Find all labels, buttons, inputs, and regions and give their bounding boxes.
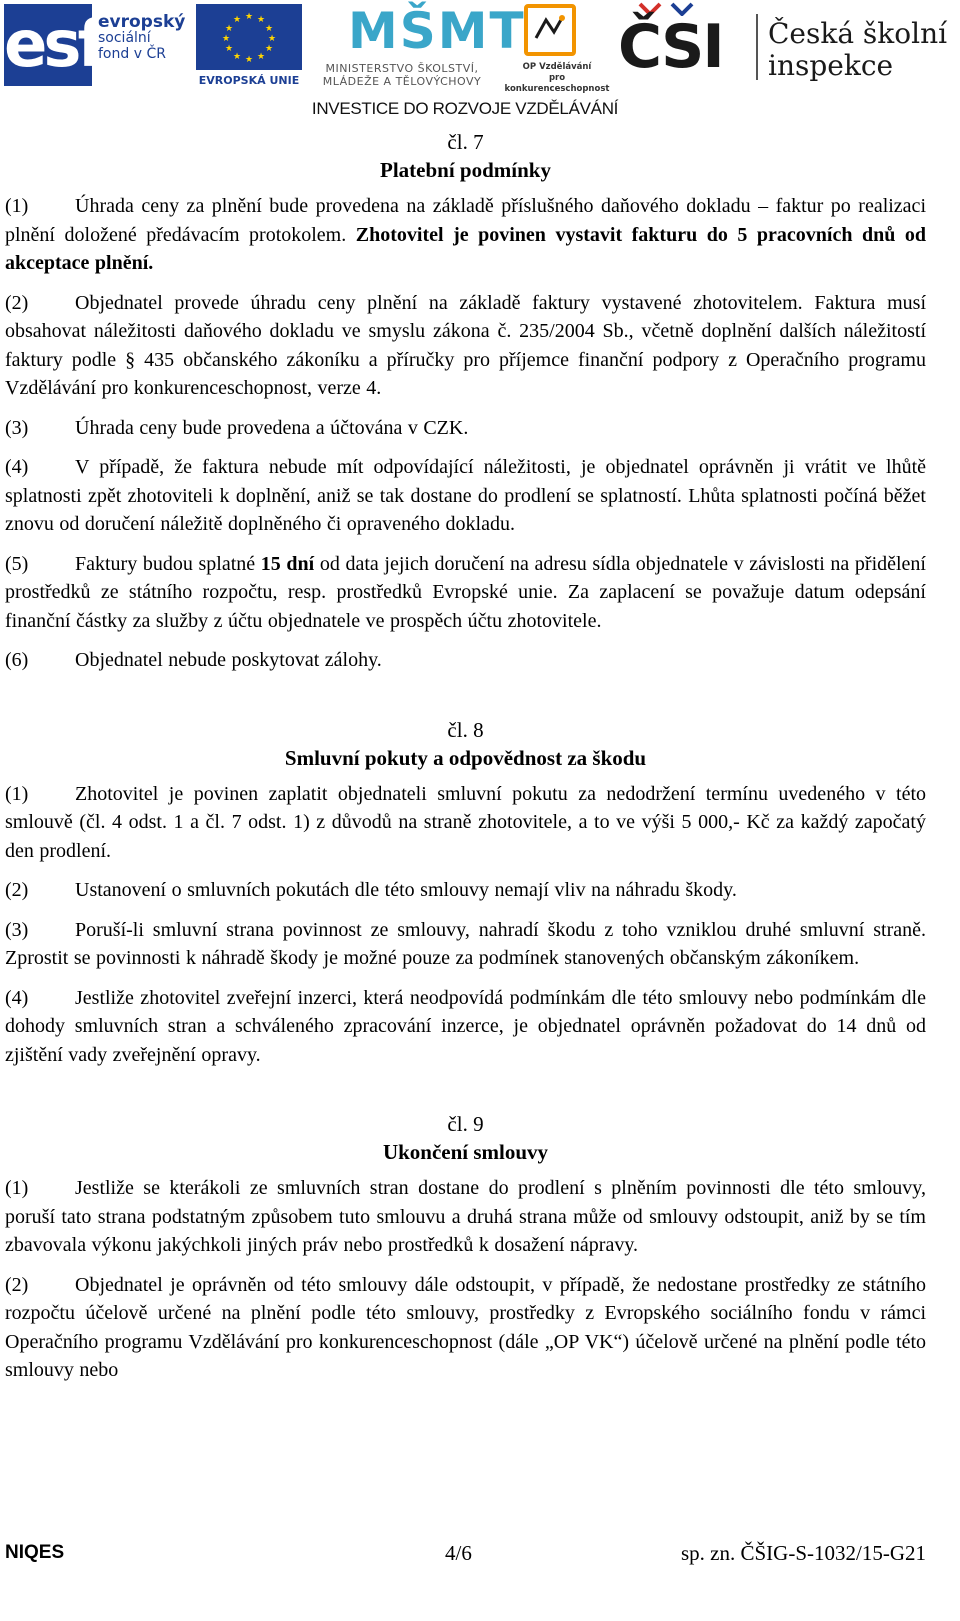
opvk-logo	[502, 4, 612, 92]
paragraph	[5, 192, 926, 278]
opvk-line2: pro konkurenceschopnost	[504, 73, 610, 94]
section-number: čl. 9	[447, 1112, 484, 1136]
paragraph-text: Faktury budou splatné	[75, 552, 261, 575]
svg-text:★: ★	[244, 12, 254, 22]
section-title: Smluvní pokuty a odpovědnost za škodu	[284, 745, 647, 770]
eu-logo	[196, 4, 302, 90]
paragraph-number: (2)	[5, 291, 29, 314]
paragraph-number: (3)	[5, 918, 29, 941]
page-number: 4/6	[445, 1541, 472, 1565]
csi-mark: ČSI	[618, 12, 723, 82]
paragraph-number: (4)	[5, 456, 29, 478]
paragraph-text: Úhrada ceny za plnění bude provedena na základě příslušného daňového dokladu – faktur po realizaci plnění doložené předávacím protokolem.	[5, 195, 926, 246]
paragraph	[5, 916, 926, 973]
paragraph-text: Poruší-li smluvní strana povinnost ze smlouvy, nahradí škodu z toho vzniklou druhé smluvní straně. Zprostit se povinnosti k náhradě škody je možné pouze za podmínek stanovených občanským zákoníkem.	[5, 918, 926, 969]
msmt-mark: MŠMT	[348, 2, 526, 60]
section-cl7	[5, 128, 926, 675]
svg-text:★: ★	[264, 24, 274, 34]
paragraph-number: (4)	[5, 986, 29, 1009]
paragraph	[5, 1271, 926, 1385]
paragraph-number: (6)	[5, 649, 29, 671]
eu-label: EVROPSKÁ UNIE	[198, 74, 300, 87]
paragraph-text: Objednatel provede úhradu ceny plnění na základě faktury vystavené zhotovitelem. Faktura musí obsahovat náležitosti daňového dokladu ve smyslu zákona č. 235/2004 Sb., včetně doplnění dalších náležitostí faktury podle § 435 občanského zákoníku a příručky pro příjemce finanční podpory z Operačního programu Vzdělávání pro konkurenceschopnost, verze 4.	[5, 291, 926, 399]
paragraph-text: Zhotovitel je povinen zaplatit objednateli smluvní pokutu za nedodržení termínu uvedeného v této smlouvě (čl. 4 odst. 1 a čl. 7 odst. 1) z důvodů na straně zhotovitele, a to ve výši 5 000,- Kč za každý započatý den prodlení.	[5, 782, 926, 862]
paragraph	[5, 550, 926, 636]
svg-text:★: ★	[267, 34, 277, 44]
msmt-logo	[312, 2, 526, 92]
paragraph	[5, 876, 926, 905]
paragraph-number: (1)	[5, 1177, 29, 1199]
header-logos	[0, 0, 960, 125]
paragraph	[5, 984, 926, 1070]
paragraph-text: Objednatel nebude poskytovat zálohy.	[75, 649, 382, 671]
msmt-line1: MINISTERSTVO ŠKOLSTVÍ,	[325, 62, 479, 75]
document-body	[5, 128, 926, 1396]
svg-text:★: ★	[224, 44, 234, 54]
esf-logo	[4, 4, 184, 86]
paragraph-number: (5)	[5, 552, 29, 575]
paragraph-text-after: od data jejich doručení na adresu sídla objednatele v závislosti na přidělení prostředků ze státního rozpočtu, resp. prostředků Evropské unie. Za zaplacení se považuje datum odepsání finanční částky za služby z účtu objednatele ve prospěch účtu zhotovitele.	[5, 552, 926, 632]
section-spacer	[5, 686, 926, 716]
paragraph-number: (1)	[5, 782, 29, 805]
paragraph-number: (2)	[5, 879, 29, 901]
section-number: čl. 8	[447, 717, 484, 742]
section-title: Platební podmínky	[380, 158, 551, 182]
paragraph	[5, 289, 926, 403]
svg-text:★: ★	[256, 15, 266, 25]
esf-line1: evropský	[98, 12, 186, 32]
csi-divider	[756, 14, 758, 80]
paragraph	[5, 414, 926, 443]
section-number: čl. 7	[447, 130, 484, 154]
paragraph	[5, 646, 926, 675]
opvk-text	[502, 62, 612, 95]
paragraph	[5, 453, 926, 539]
paragraph-text: Ustanovení o smluvních pokutách dle této smlouvy nemají vliv na náhradu škody.	[75, 879, 737, 901]
section-spacer	[5, 1080, 926, 1110]
section-cl9	[5, 1110, 926, 1385]
opvk-mark-icon	[524, 4, 576, 56]
svg-text:★: ★	[232, 52, 242, 62]
opvk-line1: OP Vzdělávání	[522, 62, 592, 72]
paragraph-text: Jestliže se kterákoli ze smluvních stran dostane do prodlení s plněním povinnosti dle této smlouvy, poruší tato strana podstatným způsobem tuto smlouvu a druhá strana může od smlouvy odstoupit, aniž by se tím zbavovala výkonu jakýchkoli jiných práv nebo prostředků k dosažení nápravy.	[5, 1177, 926, 1256]
paragraph-number: (2)	[5, 1273, 29, 1296]
paragraph-text: Úhrada ceny bude provedena a účtována v CZK.	[75, 416, 469, 439]
svg-text:★: ★	[224, 24, 234, 34]
tagline: INVESTICE DO ROZVOJE VZDĚLÁVÁNÍ	[311, 99, 619, 118]
paragraph-text: Jestliže zhotovitel zveřejní inzerci, která neodpovídá podmínkám dle této smlouvy nebo podmínkám dle dohody smluvních stran a schváleného zpracování inzerce, je objednatel oprávněn požadovat do 14 dnů od zjištění vady zveřejnění opravy.	[5, 986, 926, 1066]
svg-text:★: ★	[256, 52, 266, 62]
esf-mark: esf	[4, 4, 92, 86]
csi-name-line2: inspekce	[768, 49, 894, 82]
paragraph-bold: 15 dní	[260, 552, 315, 575]
footer-project-name: NIQES	[5, 1542, 65, 1563]
svg-text:★: ★	[232, 15, 242, 25]
paragraph-bold: Zhotovitel je povinen vystavit fakturu do 5 pracovních dnů od akceptace plnění.	[5, 223, 926, 274]
paragraph-text: Objednatel je oprávněn od této smlouvy dále odstoupit, v případě, že nedostane prostředky ze státního rozpočtu účelově určené na plnění podle této smlouvy, prostředky z Evropského sociálního fondu v rámci Operačního programu Vzdělávání pro konkurenceschopnost (dále „OP VK“) účelově určené na plnění podle této smlouvy nebo	[5, 1273, 926, 1381]
section-title: Ukončení smlouvy	[382, 1140, 549, 1164]
csi-logo	[618, 2, 954, 90]
svg-text:★: ★	[264, 44, 274, 54]
svg-text:★: ★	[221, 34, 231, 44]
paragraph-text: V případě, že faktura nebude mít odpovídající náležitosti, je objednatel oprávněn ji vrátit ve lhůtě splatnosti zpět zhotoviteli k doplnění, aniž se tak dostane do prodlení se splatností. Lhůta splatnosti počíná běžet znovu od doručení náležitě doplněného či opraveného dokladu.	[5, 456, 926, 535]
msmt-text	[312, 62, 492, 88]
esf-line2: sociální	[98, 30, 151, 46]
csi-name	[768, 18, 958, 82]
esf-line3: fond v ČR	[98, 46, 166, 62]
section-cl8	[5, 716, 926, 1070]
paragraph-number: (1)	[5, 195, 29, 217]
svg-text:★: ★	[244, 55, 254, 65]
file-reference: sp. zn. ČŠIG-S-1032/15-G21	[681, 1541, 926, 1565]
page-footer	[5, 1538, 926, 1568]
msmt-line2: MLÁDEŽE A TĚLOVÝCHOVY	[322, 75, 482, 88]
paragraph-number: (3)	[5, 416, 29, 439]
csi-name-line1: Česká školní	[768, 17, 948, 50]
paragraph	[5, 1174, 926, 1260]
eu-flag-icon	[196, 4, 302, 70]
paragraph	[5, 780, 926, 866]
esf-text	[98, 14, 194, 62]
